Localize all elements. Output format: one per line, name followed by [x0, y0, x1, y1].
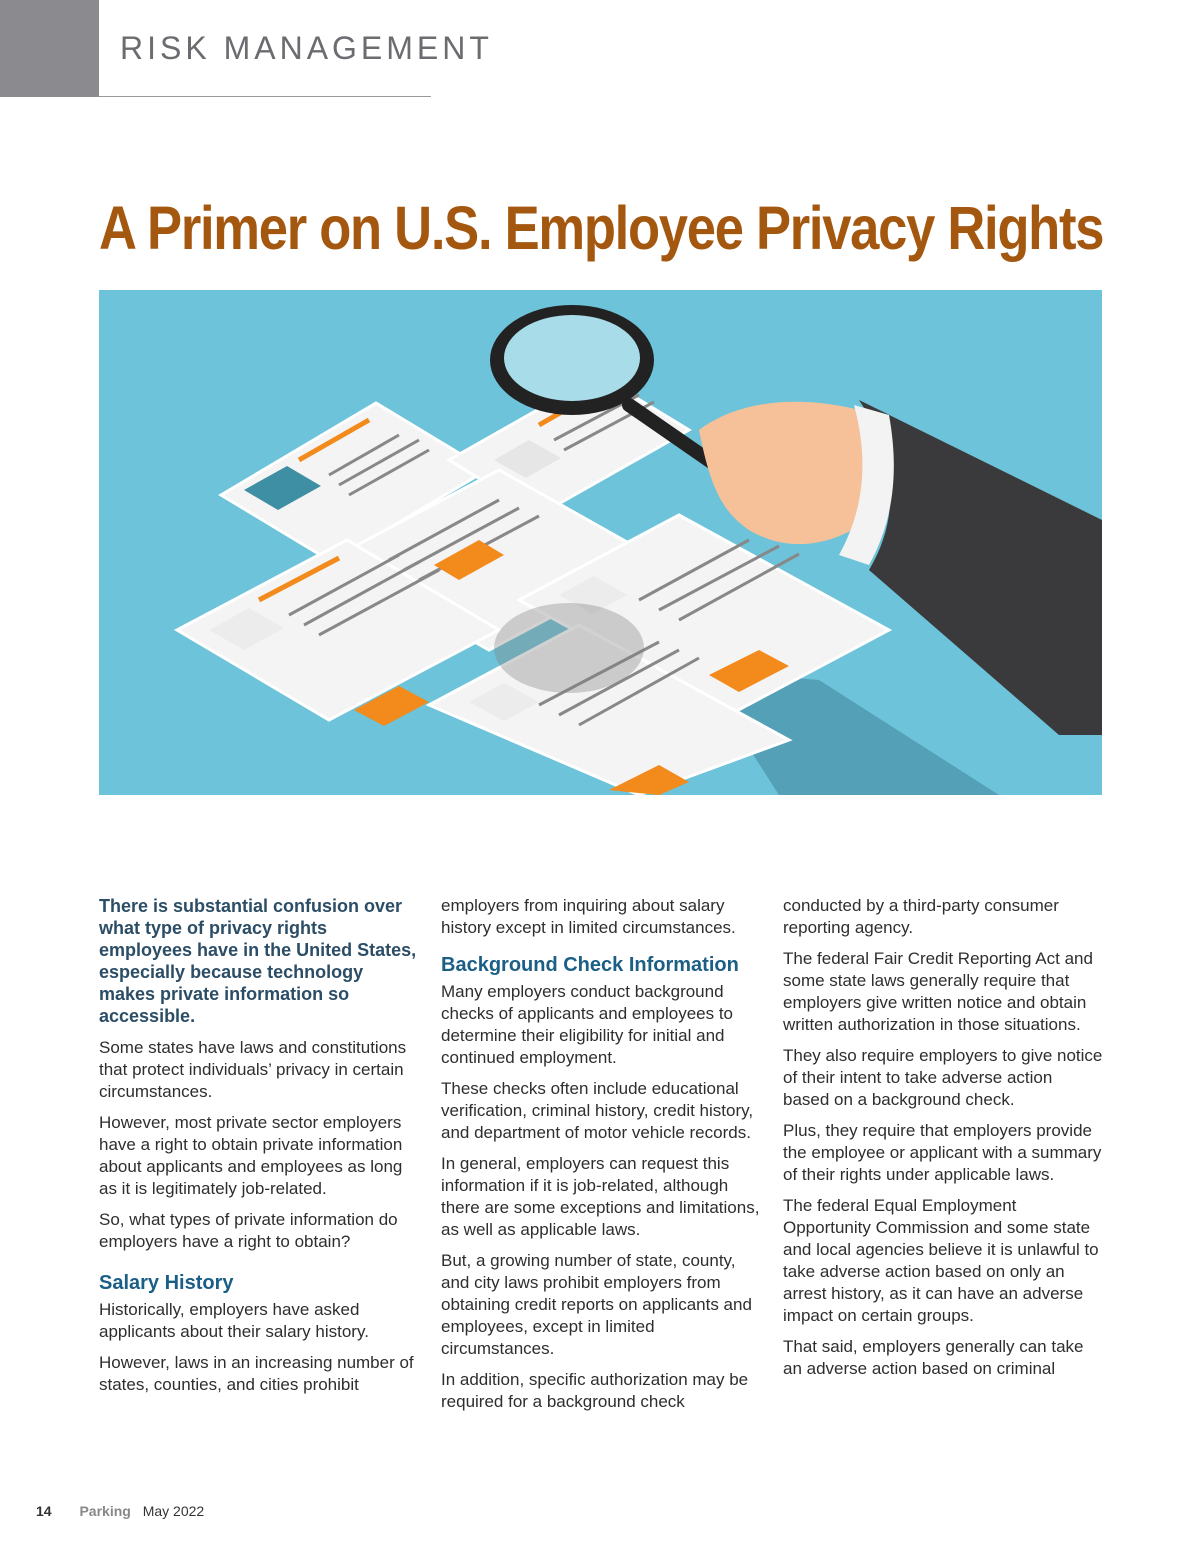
- paragraph: But, a growing number of state, county, and city laws prohibit employers from obtaining credit reports on applicants and employees, except in limited circumstances.: [441, 1251, 752, 1358]
- header-color-block: [0, 0, 99, 97]
- paragraph: The federal Equal Employment Opportunity Commission and some state and local agencies believe it is unlawful to take adverse action based on only an arrest history, as it can have an adverse impact on certain groups.: [783, 1196, 1099, 1325]
- paragraph: Some states have laws and constitutions that protect individuals’ privacy in certain circumstances.: [99, 1038, 407, 1101]
- paragraph: Many employers conduct background checks of applicants and employees to determine their eligibility for initial and continued employment.: [441, 982, 734, 1067]
- text-column-2: [441, 895, 761, 1422]
- lead-paragraph: There is substantial confusion over what type of privacy rights employees have in the United States, especially because technology makes private information so accessible.: [99, 896, 417, 1026]
- subhead-salary-history: Salary History: [99, 1272, 234, 1294]
- paragraph: They also require employers to give notice of their intent to take adverse action based on a background check.: [783, 1046, 1103, 1109]
- paragraph: So, what types of private information do employers have a right to obtain?: [99, 1210, 398, 1251]
- section-divider: [99, 96, 431, 97]
- paragraph: That said, employers generally can take an adverse action based on criminal: [783, 1337, 1084, 1378]
- paragraph: Plus, they require that employers provide the employee or applicant with a summary of their rights under applicable laws.: [783, 1121, 1102, 1184]
- paragraph: In general, employers can request this information if it is job-related, although there are some exceptions and limitations, as well as applicable laws.: [441, 1154, 760, 1239]
- paragraph: However, most private sector employers have a right to obtain private information about applicants and employees as long as it is legitimately job-related.: [99, 1113, 403, 1198]
- page-footer: [36, 1503, 204, 1519]
- paragraph: In addition, specific authorization may be required for a background check: [441, 1370, 749, 1411]
- article-headline: A Primer on U.S. Employee Privacy Rights: [99, 194, 1104, 262]
- subhead-background-check: Background Check Information: [441, 954, 739, 976]
- paragraph: However, laws in an increasing number of states, counties, and cities prohibit: [99, 1353, 414, 1394]
- hero-illustration: [99, 290, 1102, 795]
- text-column-1: [99, 895, 419, 1405]
- paragraph: Historically, employers have asked applicants about their salary history.: [99, 1300, 369, 1341]
- paragraph: employers from inquiring about salary history except in limited circumstances.: [441, 896, 736, 937]
- paragraph: These checks often include educational verification, criminal history, credit history, and department of motor vehicle records.: [441, 1079, 754, 1142]
- paragraph: The federal Fair Credit Reporting Act and some state laws generally require that employers give written notice and obtain written authorization in those situations.: [783, 949, 1093, 1034]
- magazine-name: Parking: [79, 1503, 131, 1519]
- text-column-3: [783, 895, 1103, 1389]
- page-number: 14: [36, 1503, 52, 1519]
- section-label: RISK MANAGEMENT: [120, 30, 493, 66]
- issue-date: May 2022: [142, 1503, 205, 1519]
- paragraph: conducted by a third-party consumer reporting agency.: [783, 896, 1059, 937]
